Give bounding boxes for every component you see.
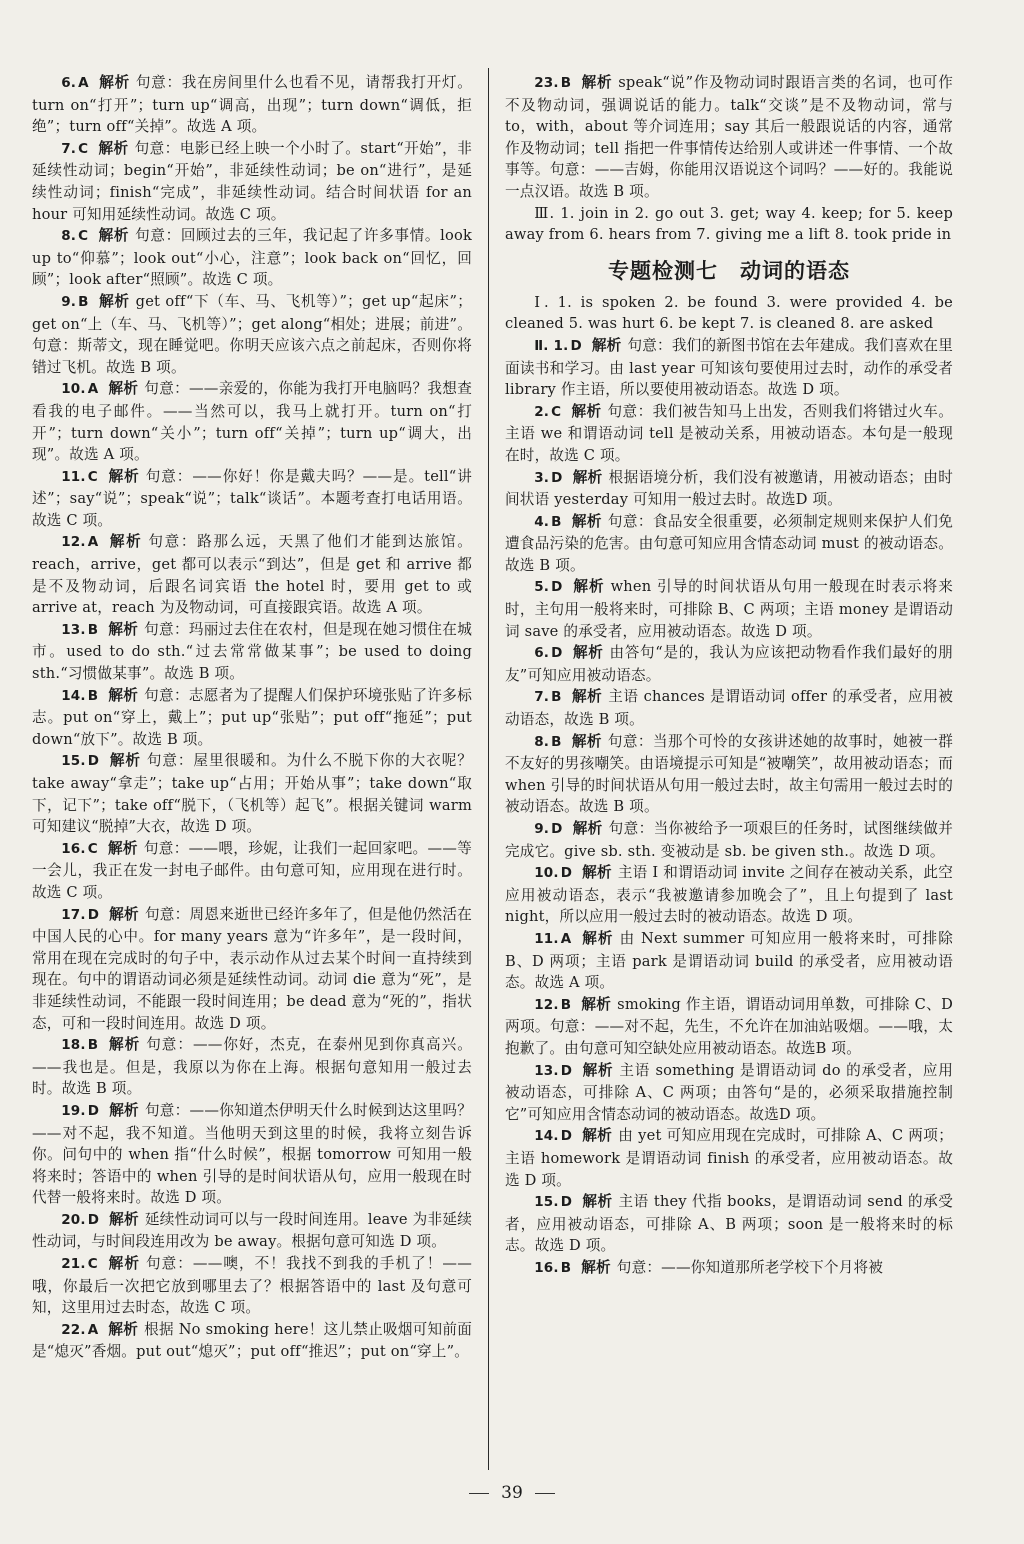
column-divider	[488, 68, 489, 1470]
answer-entry: 14. B 解析 句意：志愿者为了提醒人们保护环境张贴了许多标志。put on“穿上，戴上”；put up“张贴”；put off“拖延”；put down“放下”。故选 B 项。	[32, 686, 472, 748]
answer-entry: 21. C 解析 句意：——噢，不！我找不到我的手机了！——哦，你最后一次把它放到哪里去了？根据答语中的 last 及句意可知，这里用过去时态，故选 C 项。	[32, 1255, 473, 1317]
answer-entry: 17. D 解析 句意：周恩来逝世已经许多年了，但是他仍然活在中国人民的心中。for many years 意为“许多年”，是一段时间，常用在现在完成时的句子中，表示动作从过去某个时间一直持续到现在。句中的谓语动词必须是延续性动词。动词 die 意为“死”，是非延续性动词，不能跟一段时间连用；be dead 意为“死的”，指状态，可和一段时间连用。故选 D 项。	[32, 905, 473, 1032]
answer-entry: 11. C 解析 句意：——你好！你是戴夫吗？——是。tell“讲述”；say“说”；speak“说”；talk“谈话”。本题考查打电话用语。故选 C 项。	[32, 467, 472, 529]
answer-entry: 8. C 解析 句意：回顾过去的三年，我记起了许多事情。look up to“仰慕”；look out“小心，注意”；look back on“回忆，回顾”；look after“照顾”。故选 C 项。	[32, 227, 472, 289]
page-dash-left	[469, 1493, 489, 1494]
answer-entry: 7. C 解析 句意：电影已经上映一个小时了。start“开始”，非延续性动词；begin“开始”，非延续性动词；be on“进行”，是延续性动词；finish“完成”，非延续性动词。结合时间状语 for an hour 可知用延续性动词。故选 C 项。	[32, 139, 472, 223]
answer-entry: 5. D 解析 when 引导的时间状语从句用一般现在时表示将来时，主句用一般将来时，可排除 B、C 两项；主语 money 是谓语动词 save 的承受者，应用被动语态。故选 D 项。	[505, 578, 953, 640]
answer-entry: 18. B 解析 句意：——你好，杰克，在泰州见到你真高兴。——我也是。但是，我原以为你在上海。根据句意知用一般过去时。故选 B 项。	[32, 1036, 472, 1098]
answer-entry: Ⅱ. 1. D 解析 句意：我们的新图书馆在去年建成。我们喜欢在里面读书和学习。由 last year 可知该句要使用过去时，动作的承受者 library 作主语，所以要使用被动语态。故选 D 项。	[505, 336, 953, 399]
answer-entry: 10. A 解析 句意：——亲爱的，你能为我打开电脑吗？我想查看我的电子邮件。——当然可以，我马上就打开。turn on“打开”；turn down“关小”；turn off“关掉”；turn up“调大，出现”。故选 A 项。	[32, 380, 473, 464]
right-entry-list	[505, 335, 953, 1280]
page-dash-right	[535, 1493, 555, 1494]
page-number: 39	[0, 1483, 1024, 1503]
answer-entry: 11. A 解析 由 Next summer 可知应用一般将来时，可排除 B、D 两项；主语 park 是谓语动词 build 的承受者，应用被动语态。故选 A 项。	[505, 929, 953, 992]
answer-entry: 7. B 解析 主语 chances 是谓语动词 offer 的承受者，应用被动语态，故选 B 项。	[505, 688, 953, 729]
answer-entry: 15. D 解析 主语 they 代指 books，是谓语动词 send 的承受者，应用被动语态，可排除 A、B 两项；soon 是一般将来时的标志。故选 D 项。	[505, 1193, 953, 1255]
part1-answers: Ⅰ. 1. is spoken 2. be found 3. were provided 4. be cleaned 5. was hurt 6. be kept 7. is cleaned 8. are asked	[505, 293, 953, 333]
answer-entry: 16. B 解析 句意：——你知道那所老学校下个月将被	[534, 1258, 884, 1276]
answer-entry: 15. D 解析 句意：屋里很暖和。为什么不脱下你的大衣呢？take away“拿走”；take up“占用；开始从事”；take down“取下，记下”；take off“脱下，（飞机等）起飞”。根据关键词 warm 可知建议“脱掉”大衣，故选 D 项。	[32, 752, 473, 836]
left-column	[32, 72, 472, 1363]
answer-entry: 16. C 解析 句意：——喂，珍妮，让我们一起回家吧。——等一会儿，我正在发一封电子邮件。由句意可知，应用现在进行时。故选 C 项。	[32, 839, 472, 901]
answer-entry: 20. D 解析 延续性动词可以与一段时间连用。leave 为非延续性动词，与时间段连用改为 be away。根据句意可知选 D 项。	[32, 1210, 472, 1251]
answer-entry: 9. B 解析 get off“下（车、马、飞机等）”；get up“起床”；get on“上（车、马、飞机等）”；get along“相处；进展；前进”。句意：斯蒂文，现在睡觉吧。你明天应该六点之前起床，否则你将错过飞机。故选 B 项。	[32, 292, 473, 376]
answer-entry: 8. B 解析 句意：当那个可怜的女孩讲述她的故事时，她被一群不友好的男孩嘲笑。由语境提示可知是“被嘲笑”，故用被动语态；而 when 引导的时间状语从句用一般过去时，故主句需用一般过去时的被动语态。故选 B 项。	[505, 732, 954, 816]
answer-entry: 4. B 解析 句意：食品安全很重要，必须制定规则来保护人们免遭食品污染的危害。由句意可知应用含情态动词 must 的被动语态。故选 B 项。	[505, 512, 954, 574]
answer-entry: 10. D 解析 主语 I 和谓语动词 invite 之间存在被动关系，此空应用被动语态，表示“我被邀请参加晚会了”，且上句提到了 last night，所以应用一般过去时的被动语态。故选 D 项。	[505, 864, 953, 926]
answer-entry: 13. B 解析 句意：玛丽过去住在农村，但是现在她习惯住在城市。used to do sth.“过去常常做某事”；be used to doing sth.“习惯做某事”。故选 B 项。	[32, 620, 472, 683]
answer-entry: 19. D 解析 句意：——你知道杰伊明天什么时候到达这里吗？——对不起，我不知道。当他明天到这里的时候，我将立刻告诉你。问句中的 when 指“什么时候”，根据 tomorrow 可知用一般将来时；答语中的 when 引导的是时间状语从句，应用一般现在时代替一般将来时。故选 D 项。	[32, 1101, 472, 1207]
answer-entry: 6. A 解析 句意：我在房间里什么也看不见，请帮我打开灯。turn on“打开”；turn up“调高，出现”；turn down“调低，拒绝”；turn off“关掉”。故选 A 项。	[32, 74, 472, 136]
answer-entry: 2. C 解析 句意：我们被告知马上出发，否则我们将错过火车。主语 we 和谓语动词 tell 是被动关系，用被动语态。本句是一般现在时，故选 C 项。	[505, 402, 954, 464]
answer-entry: 12. A 解析 句意：路那么远，天黑了他们才能到达旅馆。reach，arrive，get 都可以表示“到达”，但是 get 和 arrive 都是不及物动词，后跟名词宾语 the hotel 时，要用 get to 或 arrive at，reach 为及物动词，可直接跟宾语。故选 A 项。	[32, 533, 472, 617]
part3-answers: Ⅲ. 1. join in 2. go out 3. get; way 4. keep; for 5. keep away from 6. hears from 7. giving me a lift 8. took pride in	[505, 204, 953, 244]
answer-entry: 9. D 解析 句意：当你被给予一项艰巨的任务时，试图继续做并完成它。give sb. sth. 变被动是 sb. be given sth.。故选 D 项。	[505, 820, 954, 860]
answer-entry: 22. A 解析 根据 No smoking here！这儿禁止吸烟可知前面是“熄灭”香烟。put out“熄灭”；put off“推迟”；put on“穿上”。	[32, 1320, 472, 1361]
answer-entry: 14. D 解析 由 yet 可知应用现在完成时，可排除 A、C 两项；主语 homework 是谓语动词 finish 的承受者，应用被动语态。故选 D 项。	[505, 1127, 953, 1189]
answer-entry: 3. D 解析 根据语境分析，我们没有被邀请，用被动语态；由时间状语 yesterday 可知用一般过去时。故选D 项。	[505, 468, 954, 509]
answer-entry: 13. D 解析 主语 something 是谓语动词 do 的承受者，应用被动语态，可排除 A、C 两项；由答句“是的，必须采取措施控制它”可知应用含情态动词的被动语态。故选D 项。	[505, 1061, 953, 1123]
answer-entry-23: 23. B 解析 speak“说”作及物动词时跟语言类的名词，也可作不及物动词，强调说话的能力。talk“交谈”是不及物动词，常与 to，with，about 等介词连用；say 其后一般跟说话的内容，通常作及物动词；tell 指把一件事情传达给别人或讲述一件事情、一个故事等。句意：——吉姆，你能用汉语说这个词吗？——好的。我能说一点汉语。故选 B 项。	[505, 74, 953, 200]
answer-entry: 6. D 解析 由答句“是的，我认为应该把动物看作我们最好的朋友”可知应用被动语态。	[505, 644, 953, 684]
section-title: 专题检测七 动词的语态	[608, 258, 850, 283]
right-column	[505, 72, 953, 1279]
answer-entry: 12. B 解析 smoking 作主语，谓语动词用单数，可排除 C、D 两项。句意：——对不起，先生，不允许在加油站吸烟。——哦，太抱歉了。由句意可知空缺处应用被动语态。故选B 项。	[505, 995, 953, 1057]
